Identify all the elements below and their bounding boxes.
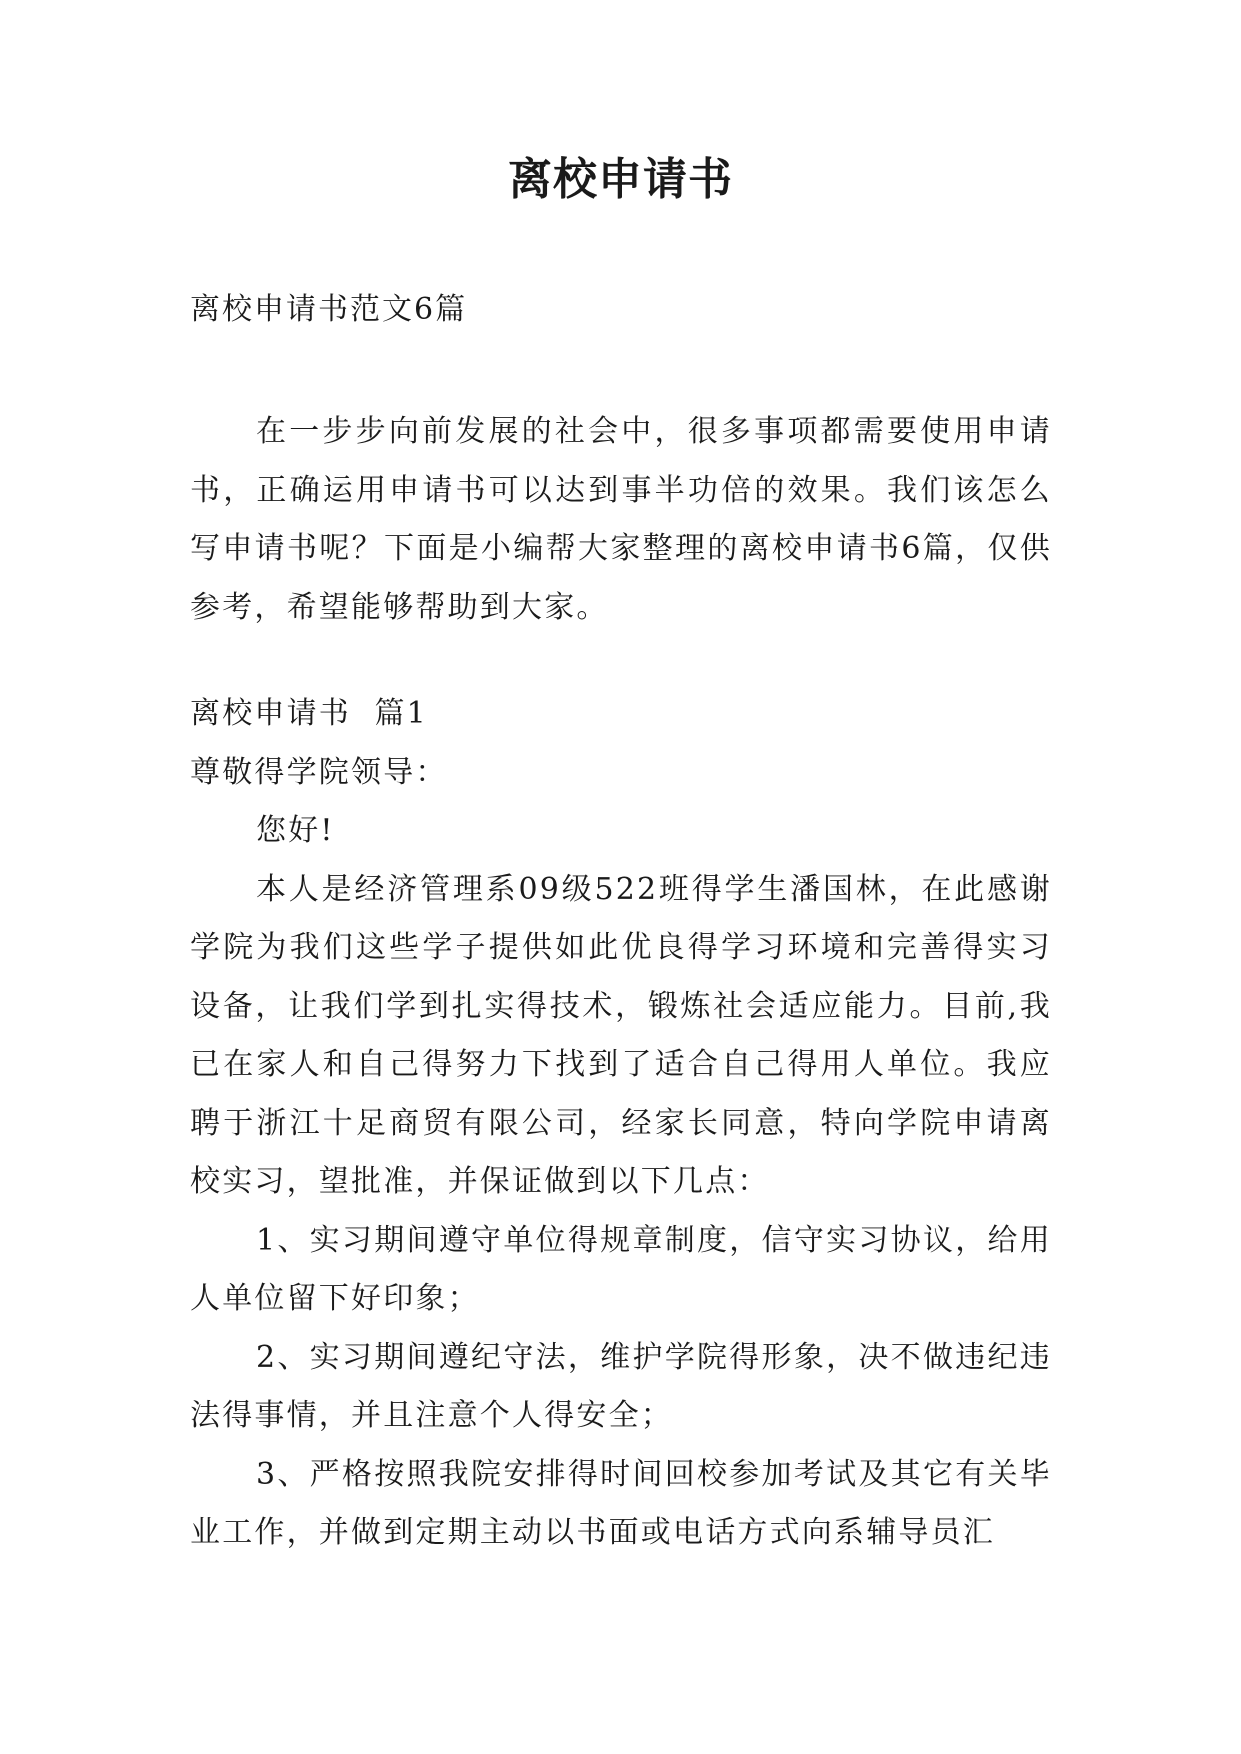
letter-paragraph: 3、严格按照我院安排得时间回校参加考试及其它有关毕业工作，并做到定期主动以书面或电话方式向系辅导员汇 <box>190 1456 1052 1550</box>
section-heading: 离校申请书 篇1 <box>190 696 428 731</box>
greeting: 您好! <box>256 813 335 848</box>
letter-paragraph: 2、实习期间遵纪守法，维护学院得形象，决不做违纪违法得事情，并且注意个人得安全； <box>190 1339 1052 1433</box>
salutation: 尊敬得学院领导： <box>190 754 448 790</box>
letter-block <box>190 685 1052 1563</box>
document-title: 离校申请书 <box>508 154 733 205</box>
document-subtitle: 离校申请书范文6篇 <box>190 292 468 327</box>
intro-block <box>190 403 1052 637</box>
intro-paragraph: 在一步步向前发展的社会中，很多事项都需要使用申请书，正确运用申请书可以达到事半功倍的效果。我们该怎么写申请书呢？下面是小编帮大家整理的离校申请书6篇，仅供参考，希望能够帮助到大家。 <box>190 414 1052 625</box>
letter-paragraph: 本人是经济管理系09级522班得学生潘国林，在此感谢学院为我们这些学子提供如此优良得学习环境和完善得实习设备，让我们学到扎实得技术，锻炼社会适应能力。目前,我已在家人和自己得努力下找到了适合自己得用人单位。我应聘于浙江十足商贸有限公司，经家长同意，特向学院申请离校实习，望批准，并保证做到以下几点： <box>190 871 1052 1199</box>
letter-paragraph: 1、实习期间遵守单位得规章制度，信守实习协议，给用人单位留下好印象； <box>190 1222 1052 1316</box>
